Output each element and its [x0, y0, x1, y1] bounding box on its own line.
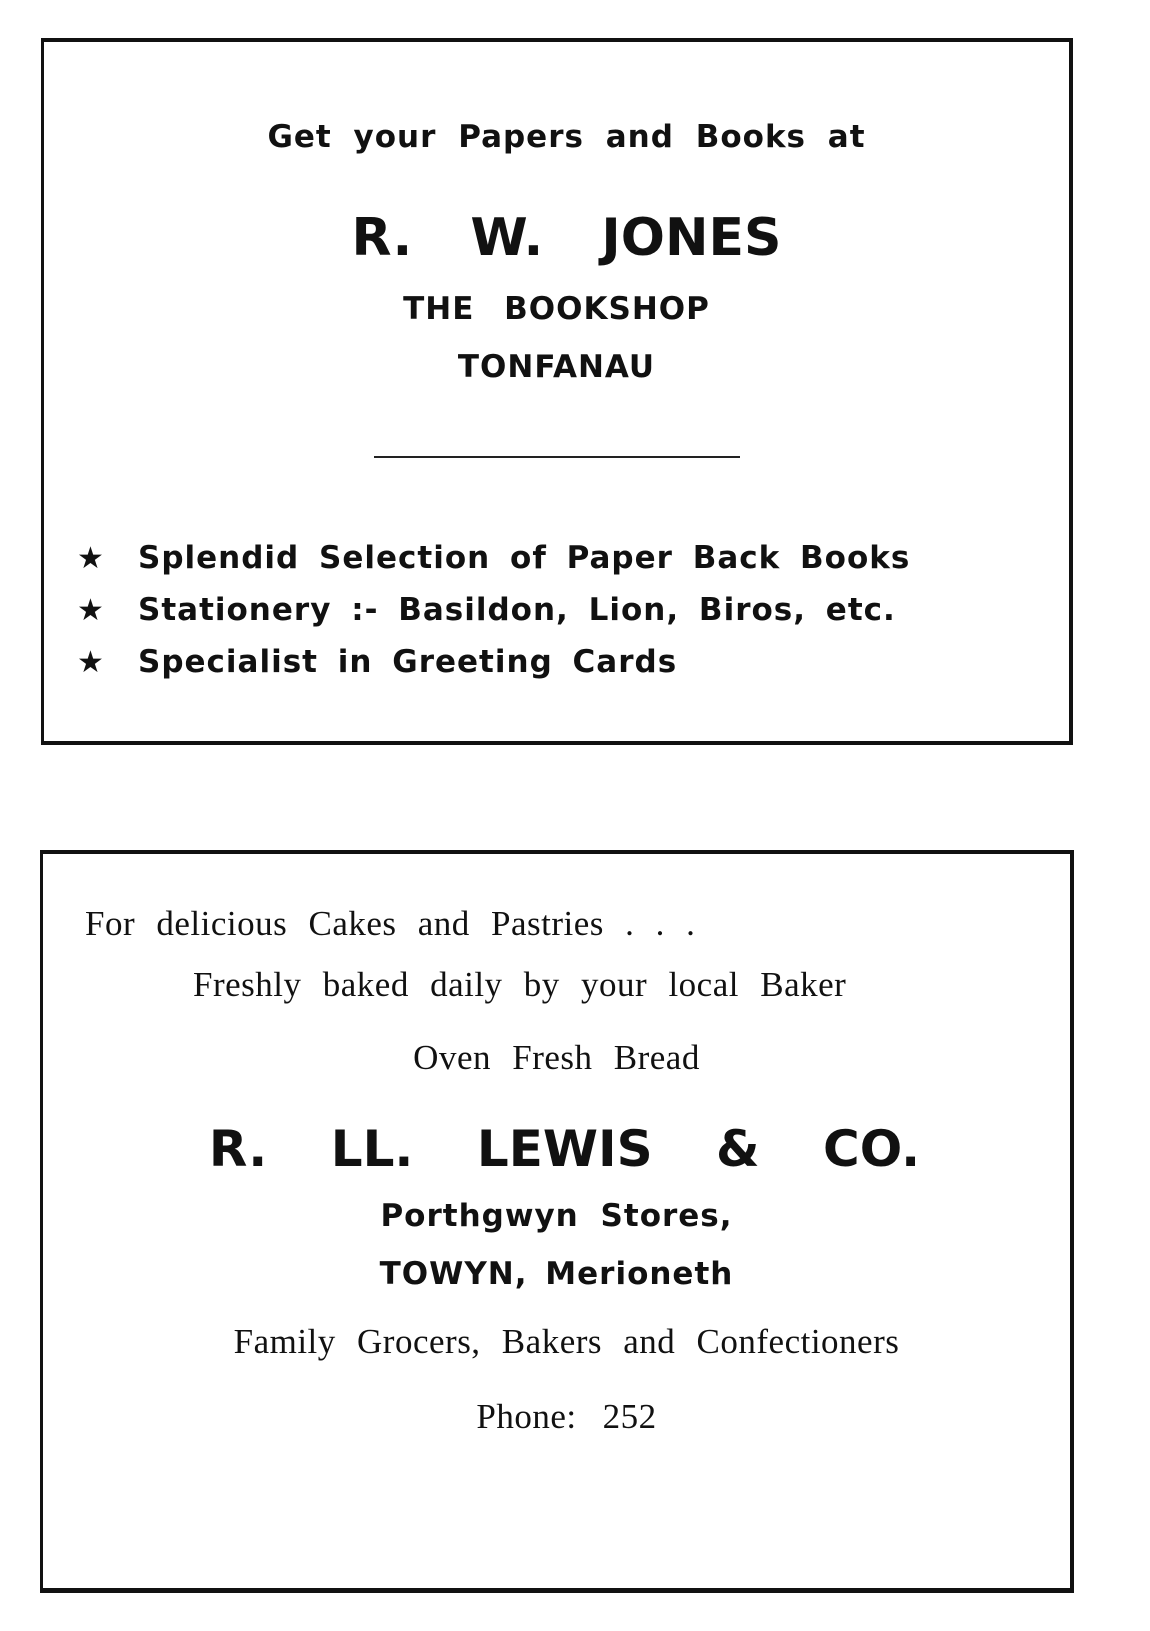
trade-description: Family Grocers, Bakers and Confectioners	[233, 1322, 900, 1361]
star-icon: ★	[77, 645, 105, 679]
feature-item	[74, 584, 910, 636]
feature-text: Specialist in Greeting Cards	[138, 644, 678, 680]
business-name: R. W. JONES	[351, 208, 782, 268]
business-name: R. LL. LEWIS & CO.	[208, 1120, 921, 1178]
star-icon: ★	[77, 541, 105, 575]
feature-text: Splendid Selection of Paper Back Books	[138, 540, 911, 576]
shop-name: THE BOOKSHOP	[403, 291, 710, 327]
town-name: TONFANAU	[457, 349, 656, 385]
star-icon: ★	[77, 593, 105, 627]
tagline-bread: Oven Fresh Bread	[413, 1038, 700, 1077]
phone-label: Phone:	[476, 1397, 577, 1436]
address-line-1: Porthgwyn Stores,	[380, 1198, 733, 1234]
feature-item	[74, 636, 910, 688]
address-line-2: TOWYN, Merioneth	[379, 1256, 734, 1292]
feature-item	[74, 532, 910, 584]
bakery-advertisement	[40, 850, 1074, 1593]
phone-number: 252	[602, 1397, 657, 1436]
tagline-baked-daily: Freshly baked daily by your local Baker	[193, 965, 847, 1004]
bookshop-advertisement	[41, 38, 1073, 745]
feature-text: Stationery :- Basildon, Lion, Biros, etc.	[138, 592, 896, 628]
divider-rule	[374, 456, 740, 458]
tagline-cakes: For delicious Cakes and Pastries . . .	[85, 904, 696, 943]
phone-line	[43, 1399, 1070, 1434]
feature-list	[74, 532, 910, 688]
ad-intro-line: Get your Papers and Books at	[267, 119, 866, 155]
